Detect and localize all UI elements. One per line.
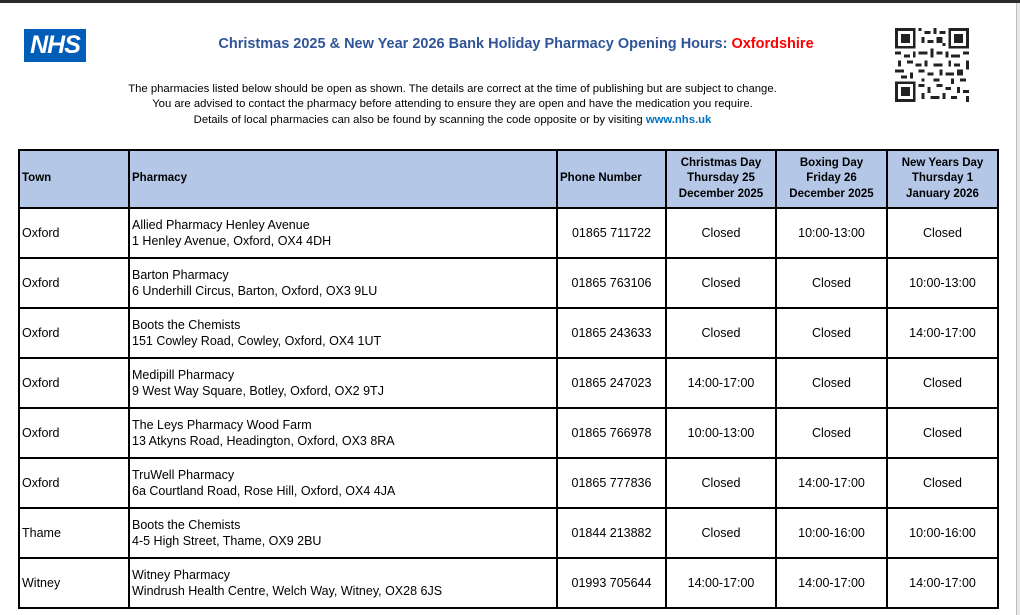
- pharmacy-cell: [129, 208, 557, 258]
- pharmacy-address: 13 Atkyns Road, Headington, Oxford, OX3 8RA: [132, 434, 395, 448]
- pharmacy-name: The Leys Pharmacy Wood Farm: [132, 417, 312, 432]
- phone-cell: 01865 711722: [557, 208, 666, 258]
- newyear-hours-cell: Closed: [887, 408, 998, 458]
- table-row: [19, 258, 998, 308]
- col-header-boxing: Boxing Day Friday 26 December 2025: [776, 150, 887, 208]
- col-header-newyear: New Years Day Thursday 1 January 2026: [887, 150, 998, 208]
- pharmacy-address: 6a Courtland Road, Rose Hill, Oxford, OX4 4JA: [132, 484, 396, 498]
- boxing-hours-cell: Closed: [776, 258, 887, 308]
- christmas-hours-cell: 14:00-17:00: [666, 558, 776, 608]
- table-row: [19, 408, 998, 458]
- pharmacy-table: [18, 149, 999, 609]
- town-cell: Oxford: [19, 208, 129, 258]
- pharmacy-address: Windrush Health Centre, Welch Way, Witney, OX28 6JS: [132, 584, 443, 598]
- pharmacy-cell: [129, 258, 557, 308]
- phone-cell: 01865 766978: [557, 408, 666, 458]
- christmas-hours-cell: Closed: [666, 208, 776, 258]
- col-header-phone: Phone Number: [557, 150, 666, 208]
- intro-text: [0, 82, 905, 128]
- newyear-hours-cell: 14:00-17:00: [887, 558, 998, 608]
- pharmacy-address: 1 Henley Avenue, Oxford, OX4 4DH: [132, 234, 332, 248]
- title-region: Oxfordshire: [731, 36, 814, 52]
- phone-cell: 01844 213882: [557, 508, 666, 558]
- newyear-hours-cell: 14:00-17:00: [887, 308, 998, 358]
- boxing-hours-cell: Closed: [776, 308, 887, 358]
- newyear-hours-cell: 10:00-16:00: [887, 508, 998, 558]
- boxing-hours-cell: Closed: [776, 408, 887, 458]
- intro-line-2: You are advised to contact the pharmacy before attending to ensure they are open and have the medication you require.: [152, 98, 753, 111]
- pharmacy-name: Barton Pharmacy: [132, 267, 229, 282]
- pharmacy-cell: [129, 308, 557, 358]
- page-right-margin: [1016, 3, 1020, 615]
- newyear-hours-cell: Closed: [887, 208, 998, 258]
- page-title: [0, 36, 1020, 52]
- intro-line-1: The pharmacies listed below should be open as shown. The details are correct at the time of publishing but are subject to change.: [128, 83, 777, 95]
- table-row: [19, 558, 998, 608]
- boxing-hours-cell: 10:00-16:00: [776, 508, 887, 558]
- christmas-hours-cell: Closed: [666, 308, 776, 358]
- nhs-logo: NHS: [24, 29, 86, 62]
- phone-cell: 01865 763106: [557, 258, 666, 308]
- town-cell: Oxford: [19, 258, 129, 308]
- pharmacy-name: Medipill Pharmacy: [132, 367, 235, 382]
- newyear-hours-cell: 10:00-13:00: [887, 258, 998, 308]
- christmas-hours-cell: Closed: [666, 258, 776, 308]
- boxing-hours-cell: 14:00-17:00: [776, 558, 887, 608]
- christmas-hours-cell: 14:00-17:00: [666, 358, 776, 408]
- col-header-christmas: Christmas Day Thursday 25 December 2025: [666, 150, 776, 208]
- pharmacy-name: Allied Pharmacy Henley Avenue: [132, 217, 310, 232]
- town-cell: Thame: [19, 508, 129, 558]
- christmas-hours-cell: 10:00-13:00: [666, 408, 776, 458]
- pharmacy-cell: [129, 558, 557, 608]
- boxing-hours-cell: Closed: [776, 358, 887, 408]
- title-text: Christmas 2025 & New Year 2026 Bank Holiday Pharmacy Opening Hours:: [218, 36, 732, 52]
- pharmacy-cell: [129, 508, 557, 558]
- intro-line-3: [0, 113, 905, 128]
- table-row: [19, 358, 998, 408]
- town-cell: Oxford: [19, 358, 129, 408]
- pharmacy-name: Boots the Chemists: [132, 517, 241, 532]
- phone-cell: 01865 247023: [557, 358, 666, 408]
- newyear-hours-cell: Closed: [887, 458, 998, 508]
- phone-cell: 01865 777836: [557, 458, 666, 508]
- qr-code-icon[interactable]: [894, 28, 970, 102]
- pharmacy-name: Boots the Chemists: [132, 317, 241, 332]
- pharmacy-address: 4-5 High Street, Thame, OX9 2BU: [132, 534, 322, 548]
- phone-cell: 01865 243633: [557, 308, 666, 358]
- intro-line-3-text: Details of local pharmacies can also be found by scanning the code opposite or by visiting: [193, 113, 646, 126]
- pharmacy-name: Witney Pharmacy: [132, 567, 230, 582]
- boxing-hours-cell: 14:00-17:00: [776, 458, 887, 508]
- col-header-town: Town: [19, 150, 129, 208]
- pharmacy-address: 6 Underhill Circus, Barton, Oxford, OX3 9LU: [132, 284, 378, 298]
- town-cell: Witney: [19, 558, 129, 608]
- newyear-hours-cell: Closed: [887, 358, 998, 408]
- pharmacy-cell: [129, 458, 557, 508]
- pharmacy-name: TruWell Pharmacy: [132, 467, 235, 482]
- table-row: [19, 308, 998, 358]
- pharmacy-address: 151 Cowley Road, Cowley, Oxford, OX4 1UT: [132, 334, 382, 348]
- town-cell: Oxford: [19, 308, 129, 358]
- table-row: [19, 208, 998, 258]
- nhs-website-link[interactable]: www.nhs.uk: [645, 113, 712, 126]
- table-row: [19, 458, 998, 508]
- col-header-pharmacy: Pharmacy: [129, 150, 557, 208]
- town-cell: Oxford: [19, 408, 129, 458]
- town-cell: Oxford: [19, 458, 129, 508]
- christmas-hours-cell: Closed: [666, 508, 776, 558]
- pharmacy-address: 9 West Way Square, Botley, Oxford, OX2 9TJ: [132, 384, 384, 398]
- christmas-hours-cell: Closed: [666, 458, 776, 508]
- table-row: [19, 508, 998, 558]
- pharmacy-cell: [129, 408, 557, 458]
- boxing-hours-cell: 10:00-13:00: [776, 208, 887, 258]
- phone-cell: 01993 705644: [557, 558, 666, 608]
- table-header-row: [19, 150, 998, 208]
- pharmacy-cell: [129, 358, 557, 408]
